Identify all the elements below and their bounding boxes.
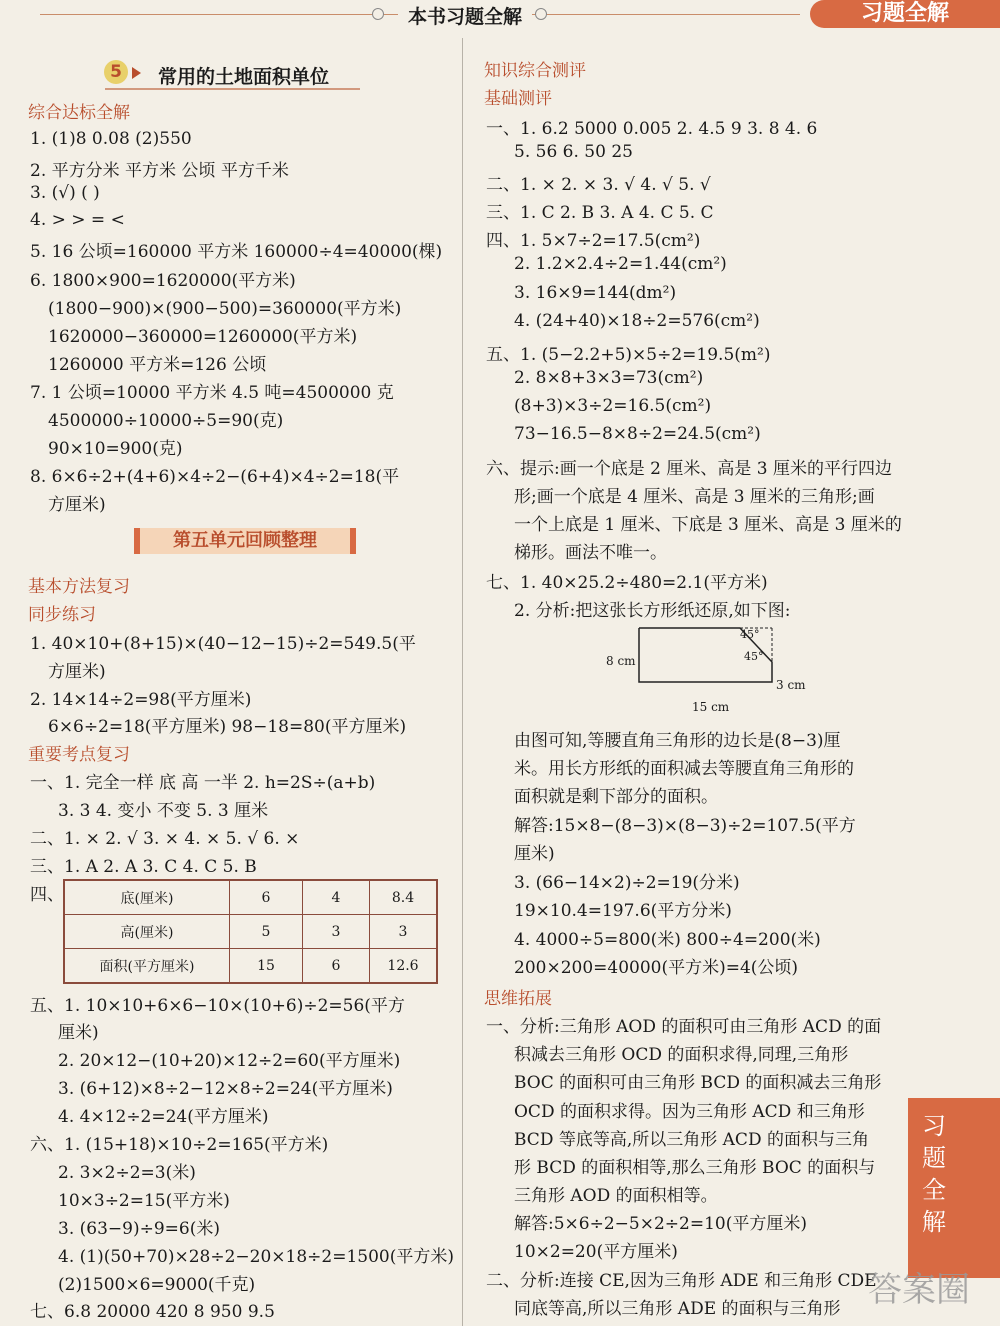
section-heading: 基本方法复习 (28, 577, 130, 597)
answer-line: 4. 4000÷5=800(米) 800÷4=200(米) (514, 930, 821, 950)
table-cell: 面积(平方厘米) (64, 949, 230, 984)
answer-line: 五、1. 10×10+6×6−10×(10+6)÷2=56(平方 (30, 996, 405, 1016)
section-heading: 基础测评 (484, 89, 552, 109)
answer-line: 73−16.5−8×8÷2=24.5(cm²) (514, 424, 761, 444)
figure-label-right: 3 cm (776, 678, 806, 692)
watermark-logo: 答案圈 (868, 1270, 970, 1310)
answer-line: 四、 (30, 885, 64, 905)
answer-line: 5. 56 6. 50 25 (514, 142, 633, 162)
answer-line: BCD 等底等高,所以三角形 ACD 的面积与三角 (514, 1130, 869, 1150)
brand-tab: 习题全解 (810, 0, 1000, 28)
header-dot-left (372, 8, 384, 20)
answer-line: 19×10.4=197.6(平方分米) (514, 901, 732, 921)
section-heading: 同步练习 (28, 605, 96, 625)
table-cell: 6 (230, 880, 303, 915)
answer-line: 梯形。画法不唯一。 (514, 543, 667, 563)
answer-line: 积减去三角形 OCD 的面积求得,同理,三角形 (514, 1045, 849, 1065)
answer-line: 4. (24+40)×18÷2=576(cm²) (514, 311, 760, 331)
answer-line: 由图可知,等腰直角三角形的边长是(8−3)厘 (514, 731, 841, 751)
answer-line: (1800−900)×(900−500)=360000(平方米) (48, 299, 402, 319)
header-dot-right (535, 8, 547, 20)
answer-line: 3. (66−14×2)÷2=19(分米) (514, 873, 740, 893)
answer-line: (2)1500×6=9000(千克) (58, 1275, 256, 1295)
table-row (64, 915, 437, 949)
table-cell: 12.6 (370, 949, 438, 984)
answer-line: 一、1. 完全一样 底 高 一半 2. h=2S÷(a+b) (30, 773, 376, 793)
answer-line: 3. (63−9)÷9=6(米) (58, 1219, 220, 1239)
unit-review-banner: 第五单元回顾整理 (134, 528, 356, 554)
lesson-number-badge: 5 (104, 60, 128, 84)
answer-line: 3. (6+12)×8÷2−12×8÷2=24(平方厘米) (58, 1079, 393, 1099)
figure-angle-label: 45° (744, 650, 764, 663)
answer-line: 8. 6×6÷2+(4+6)×4÷2−(6+4)×4÷2=18(平 (30, 467, 400, 487)
answer-line: 10×2=20(平方厘米) (514, 1242, 678, 1262)
answer-line: 4500000÷10000÷5=90(克) (48, 411, 284, 431)
section-heading: 思维拓展 (484, 989, 552, 1009)
page-header (0, 0, 1000, 30)
answer-line: 一、分析:三角形 AOD 的面积可由三角形 ACD 的面 (486, 1017, 882, 1037)
side-tab-char: 习 (922, 1112, 946, 1140)
answer-line: OCD 的面积求得。因为三角形 ACD 和三角形 (514, 1102, 865, 1122)
answer-line: 一、1. 6.2 5000 0.005 2. 4.5 9 3. 8 4. 6 (486, 119, 818, 139)
answer-line: 2. 20×12−(10+20)×12÷2=60(平方厘米) (58, 1051, 401, 1071)
answer-line: 解答:15×8−(8−3)×(8−3)÷2=107.5(平方 (514, 816, 856, 836)
table-row (64, 880, 437, 915)
answer-line: 3. (√) ( ) (30, 183, 100, 203)
column-divider (462, 38, 463, 1326)
answer-line: 1260000 平方米=126 公顷 (48, 355, 267, 375)
answer-line: 二、1. × 2. × 3. √ 4. √ 5. √ (486, 175, 711, 195)
answer-line: 厘米) (58, 1023, 99, 1043)
figure-angle-label: 45° (740, 628, 760, 641)
answer-line: 10×3÷2=15(平方米) (58, 1191, 230, 1211)
table-cell: 3 (370, 915, 438, 949)
answer-line: 1. 40×10+(8+15)×(40−12−15)÷2=549.5(平 (30, 634, 416, 654)
answer-line: 2. 1.2×2.4÷2=1.44(cm²) (514, 254, 727, 274)
answer-line: 3. 3 4. 变小 不变 5. 3 厘米 (58, 801, 269, 821)
answer-line: 解答:5×6÷2−5×2÷2=10(平方厘米) (514, 1214, 807, 1234)
answer-line: 六、提示:画一个底是 2 厘米、高是 3 厘米的平行四边 (486, 459, 892, 479)
side-tab-char: 解 (922, 1208, 946, 1236)
answer-line: 四、1. 5×7÷2=17.5(cm²) (486, 231, 701, 251)
rectangle-figure (600, 620, 820, 724)
answer-line: 同底等高,所以三角形 ADE 的面积与三角形 (514, 1299, 841, 1319)
table-cell: 15 (230, 949, 303, 984)
answer-line: 七、1. 40×25.2÷480=2.1(平方米) (486, 573, 768, 593)
answer-line: 4. 4×12÷2=24(平方厘米) (58, 1107, 269, 1127)
answer-line: 形;画一个底是 4 厘米、高是 3 厘米的三角形;画 (514, 487, 875, 507)
answer-line: 1620000−360000=1260000(平方米) (48, 327, 358, 347)
answer-line: 2. 平方分米 平方米 公顷 平方千米 (30, 161, 289, 181)
table-cell: 8.4 (370, 880, 438, 915)
side-tab-char: 全 (922, 1176, 946, 1204)
lesson-title: 常用的土地面积单位 (158, 66, 330, 88)
table-cell: 高(厘米) (64, 915, 230, 949)
answer-line: 5. 16 公顷=160000 平方米 160000÷4=40000(棵) (30, 242, 443, 262)
answer-line: 五、1. (5−2.2+5)×5÷2=19.5(m²) (486, 345, 771, 365)
figure-label-left: 8 cm (606, 654, 636, 668)
answer-line: 6. 1800×900=1620000(平方米) (30, 271, 296, 291)
answer-line: 六、1. (15+18)×10÷2=165(平方米) (30, 1135, 329, 1155)
answer-line: 方厘米) (48, 662, 106, 682)
table-row (64, 949, 437, 984)
header-title: 本书习题全解 (398, 2, 532, 29)
answer-line: 三、1. A 2. A 3. C 4. C 5. B (30, 857, 257, 877)
answer-line: 2. 14×14÷2=98(平方厘米) (30, 690, 252, 710)
table-cell: 底(厘米) (64, 880, 230, 915)
answer-line: BOC 的面积可由三角形 BCD 的面积减去三角形 (514, 1073, 882, 1093)
answer-line: 面积就是剩下部分的面积。 (514, 787, 718, 807)
section-heading: 重要考点复习 (28, 745, 130, 765)
answer-line: 二、1. × 2. √ 3. × 4. × 5. √ 6. × (30, 829, 300, 849)
answer-line: 2. 3×2÷2=3(米) (58, 1163, 196, 1183)
section-heading: 知识综合测评 (484, 61, 586, 81)
answer-line: (8+3)×3÷2=16.5(cm²) (514, 396, 712, 416)
figure-label-bottom: 15 cm (692, 700, 730, 714)
answer-line: 4. (1)(50+70)×28÷2−20×18÷2=1500(平方米) (58, 1247, 454, 1267)
answer-line: 200×200=40000(平方米)=4(公顷) (514, 958, 799, 978)
answer-line: 7. 1 公顷=10000 平方米 4.5 吨=4500000 克 (30, 383, 394, 403)
side-tab (908, 1098, 1000, 1278)
lesson-title-underline (105, 88, 360, 90)
answer-line: 二、分析:连接 CE,因为三角形 ADE 和三角形 CDE (486, 1271, 877, 1291)
answer-line: 一个上底是 1 厘米、下底是 3 厘米、高是 3 厘米的 (514, 515, 902, 535)
answer-line: 2. 分析:把这张长方形纸还原,如下图: (514, 601, 791, 621)
data-table (63, 879, 438, 984)
arrow-icon (132, 67, 141, 79)
answer-line: 厘米) (514, 844, 555, 864)
table-cell: 6 (303, 949, 370, 984)
answer-line: 形 BCD 的面积相等,那么三角形 BOC 的面积与 (514, 1158, 876, 1178)
answer-line: 三角形 AOD 的面积相等。 (514, 1186, 718, 1206)
table-cell: 3 (303, 915, 370, 949)
answer-line: 方厘米) (48, 495, 106, 515)
answer-line: 6×6÷2=18(平方厘米) 98−18=80(平方厘米) (48, 717, 407, 737)
answer-line: 1. (1)8 0.08 (2)550 (30, 129, 192, 149)
table-cell: 5 (230, 915, 303, 949)
answer-line: 米。用长方形纸的面积减去等腰直角三角形的 (514, 759, 854, 779)
answer-line: 三、1. C 2. B 3. A 4. C 5. C (486, 203, 714, 223)
table-cell: 4 (303, 880, 370, 915)
answer-line: 2. 8×8+3×3=73(cm²) (514, 368, 704, 388)
side-tab-char: 题 (922, 1144, 946, 1172)
section-heading: 综合达标全解 (28, 103, 130, 123)
answer-line: 4. > > = < (30, 210, 125, 230)
answer-line: 3. 16×9=144(dm²) (514, 283, 677, 303)
answer-line: 七、6.8 20000 420 8 950 9.5 (30, 1302, 275, 1322)
answer-line: 90×10=900(克) (48, 439, 183, 459)
